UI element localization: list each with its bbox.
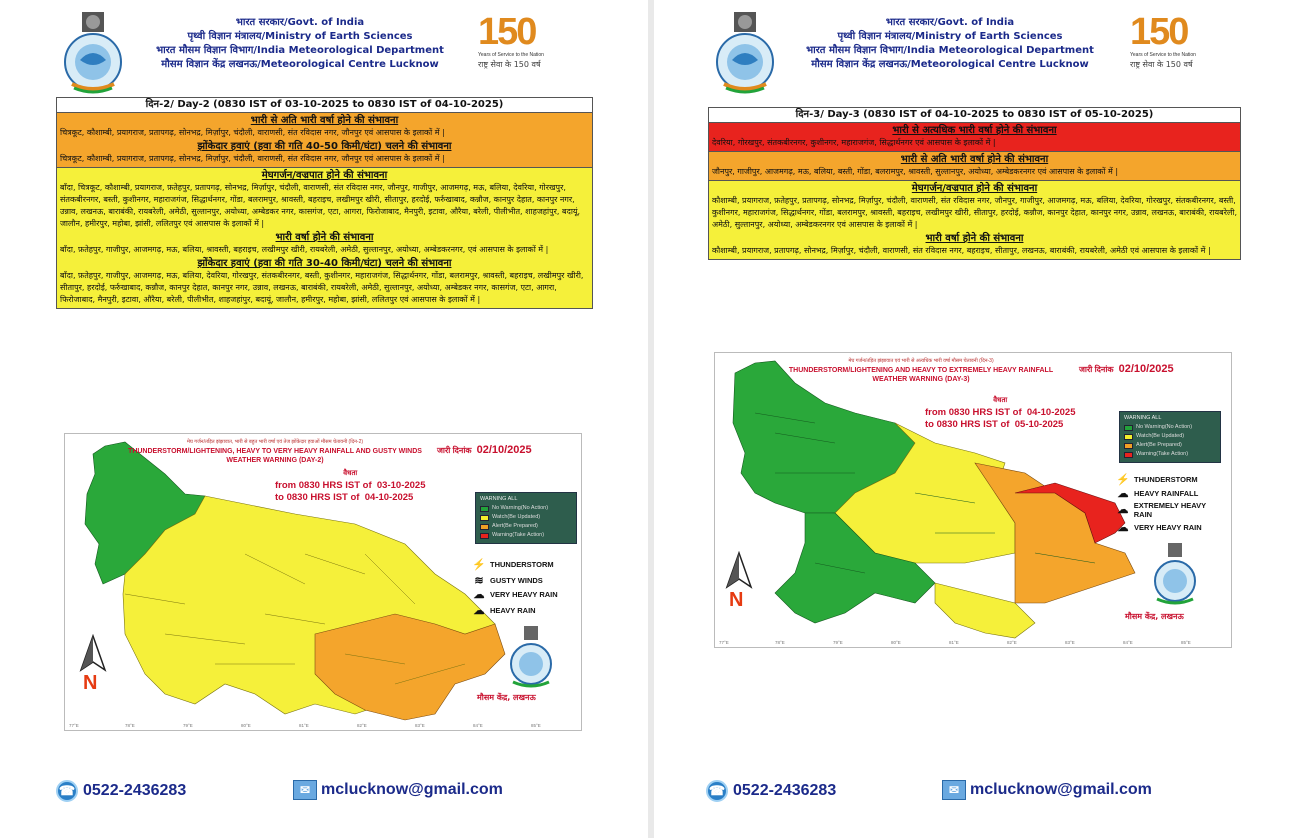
lightning-icon: ⚡: [1116, 474, 1130, 486]
validity-to-date: 04-10-2025: [364, 492, 414, 503]
issue-label: जारी दिनांक: [437, 446, 472, 455]
day2-gusty-heading: झोंकेदार हवाएं (हवा की गति 40-50 किमी/घंटा) चलने की संभावना: [197, 141, 452, 152]
validity-to-date: 05-10-2025: [1014, 419, 1064, 430]
cloud-rain-icon: ☁: [1117, 488, 1129, 500]
centre-line: मौसम विज्ञान केंद्र लखनऊ/Meteorological Centre Lucknow: [161, 59, 439, 70]
day2-yellow-section: [57, 168, 592, 308]
page-header: [654, 6, 1300, 94]
legend-title: WARNING ALL: [1124, 415, 1162, 421]
150-years-logo: [1130, 12, 1240, 92]
day2-orange-section: [57, 113, 592, 168]
validity-from: from 0830 HRS IST of: [925, 407, 1022, 418]
very-heavy-rain-symbol: ☁ VERY HEAVY RAIN: [1115, 521, 1202, 534]
day3-extreme-rain-districts: देवरिया, गोरखपुर, संतकबीरनगर, कुशीनगर, महाराजगंज, सिद्धार्थनगर एवं आसपास के इलाकों में |: [712, 138, 996, 147]
legend-item: Watch(Be Updated): [1124, 432, 1216, 441]
header-text: [790, 16, 1110, 72]
department-line: भारत मौसम विज्ञान विभाग/India Meteorological Department: [806, 45, 1094, 56]
legend-item: Warning(Take Action): [480, 531, 572, 540]
email-contact[interactable]: [942, 780, 1152, 800]
day2-heavy-rain-districts: चित्रकूट, कौशाम्बी, प्रयागराज, प्रतापगढ़, सोनभद्र, मिर्ज़ापुर, चंदौली, वाराणसी, संत रविदास नगर, जौनपुर एवं आसपास के इलाकों में |: [60, 128, 445, 137]
day2-map-title-en: THUNDERSTORM/LIGHTENING, HEAVY TO VERY HEAVY RAINFALL AND GUSTY WINDS WEATHER WARNING (DAY-2): [128, 448, 422, 464]
cloud-icon: ☁: [1117, 522, 1129, 534]
north-label: N: [729, 589, 744, 611]
day2-thunder-heading: मेघगर्जन/वज्रपात होने की संभावना: [261, 170, 388, 181]
logo-hindi: राष्ट्र सेवा के 150 वर्ष: [478, 60, 541, 69]
day3-extreme-rain-heading: भारी से अत्यधिक भारी वर्षा होने की संभावना: [892, 125, 1057, 136]
day3-rain-districts: कौशाम्बी, प्रयागराज, प्रतापगढ़, सोनभद्र, मिर्ज़ापुर, चंदौली, वाराणसी, संत रविदास नगर, बहराइच, सीतापुर, लखनऊ, बाराबंकी, रायबरेली, अमेठी एवं आसपास के इलाकों में |: [712, 246, 1211, 255]
longitude-ticks: 77°E 78°E 79°E 80°E 81°E 82°E 83°E 84°E 85°E: [719, 640, 1191, 645]
legend-item: Warning(Take Action): [1124, 450, 1216, 459]
legend-item: Alert(Be Prepared): [480, 522, 572, 531]
north-label: N: [83, 672, 98, 694]
day3-validity: [925, 395, 1076, 431]
day3-heavy-rain-heading: भारी से अति भारी वर्षा होने की संभावना: [900, 154, 1049, 165]
legend-item: Alert(Be Prepared): [1124, 441, 1216, 450]
cloud-rain-icon: ☁: [473, 589, 485, 601]
day3-thunder-heading: मेघगर्जन/वज्रपात होने की संभावना: [911, 183, 1038, 194]
day2-wind-heading: झोंकेदार हवाएं (हवा की गति 30-40 किमी/घंटा) चलने की संभावना: [197, 258, 452, 269]
north-arrow: [75, 634, 115, 694]
day3-map-title-hindi: मेघ गर्जन/तड़ित झंझावात एवं भारी से अत्यधिक भारी वर्षा मौसम चेतावनी (दिन-3): [848, 358, 994, 364]
day3-yellow-section: [709, 181, 1240, 259]
day3-rain-heading: भारी वर्षा होने की संभावना: [925, 233, 1024, 244]
validity-label: वैधता: [993, 397, 1008, 404]
phone-contact[interactable]: [706, 780, 836, 802]
logo-number: 150: [1130, 11, 1188, 53]
email-contact[interactable]: [293, 780, 503, 800]
day3-warning-map: [714, 352, 1232, 648]
day2-bulletin-table: [56, 97, 593, 309]
gusty-winds-symbol: ≋ GUSTY WINDS: [471, 574, 543, 587]
legend-title: WARNING ALL: [480, 496, 518, 502]
day2-heavy-rain-heading: भारी से अति भारी वर्षा होने की संभावना: [250, 115, 399, 126]
office-label: मौसम केंद्र, लखनऊ: [1125, 612, 1184, 621]
logo-number: 150: [478, 11, 536, 53]
day2-title: दिन-2/ Day-2 (0830 IST of 03-10-2025 to 0830 IST of 04-10-2025): [57, 98, 592, 113]
issue-date-value: 02/10/2025: [476, 444, 532, 456]
day2-validity: [275, 468, 426, 504]
thunderstorm-symbol: ⚡ THUNDERSTORM: [1116, 474, 1198, 486]
govt-line: भारत सरकार/Govt. of India: [235, 17, 365, 28]
email-address: mclucknow@gmail.com: [970, 781, 1152, 798]
imd-small-emblem-icon: [1151, 543, 1199, 605]
day2-rain-districts: बाँदा, फ़तेहपुर, गाजीपुर, आजमगढ़, मऊ, बलिया, श्रावस्ती, बहराइच, लखीमपुर खीरी, रायबरेली, अमेठी, सुल्तानपुर, अयोध्या, अम्बेडकरनगर, एवं आसपास के इलाकों में |: [60, 245, 549, 254]
logo-hindi: राष्ट्र सेवा के 150 वर्ष: [1130, 60, 1193, 69]
day3-thunder-districts: कौशाम्बी, प्रयागराज, फ़तेहपुर, प्रतापगढ़, सोनभद्र, मिर्ज़ापुर, चंदौली, वाराणसी, संत रविदास नगर, जौनपुर, गाजीपुर, आजमगढ़, मऊ, बलिया, देवरिया, गोरखपुर, संतकबीरनगर, बस्ती, कुशीनगर, महाराजगंज, सिद्धार्थनगर, गोंडा, बलरामपुर, श्रावस्ती, बहराइच, लखीमपुर खीरी, सीतापुर, हरदोई, कन्नौज, कानपुर देहात, कानपुर नगर, उन्नाव, लखनऊ, बाराबंकी, रायबरेली, अमेठी, सुल्तानपुर, अयोध्या, अम्बेडकरनगर एवं आसपास के इलाकों में |: [712, 196, 1238, 229]
email-address: mclucknow@gmail.com: [321, 781, 503, 798]
day3-red-section: [709, 123, 1240, 152]
page-header: [0, 6, 648, 94]
day3-bulletin-table: [708, 107, 1241, 260]
page-footer: [0, 780, 648, 816]
phone-icon: ☎: [706, 780, 728, 802]
day3-issue-date: [1079, 363, 1174, 375]
validity-to: to 0830 HRS IST of: [925, 419, 1010, 430]
email-icon: ✉: [293, 780, 317, 800]
issue-label: जारी दिनांक: [1079, 365, 1114, 374]
cloud-storm-icon: ☁: [1117, 503, 1129, 516]
day3-legend: [1119, 411, 1221, 463]
imd-emblem-icon: [714, 10, 776, 94]
validity-label: वैधता: [343, 470, 358, 477]
very-heavy-rain-symbol: ☁ VERY HEAVY RAIN: [471, 588, 558, 601]
validity-from-date: 04-10-2025: [1026, 407, 1076, 418]
day2-gusty-districts: चित्रकूट, कौशाम्बी, प्रयागराज, प्रतापगढ़, सोनभद्र, मिर्ज़ापुर, चंदौली, वाराणसी, संत रविदास नगर, जौनपुर एवं आसपास के इलाकों में |: [60, 154, 445, 163]
day3-title: दिन-3/ Day-3 (0830 IST of 04-10-2025 to 0830 IST of 05-10-2025): [709, 108, 1240, 123]
day2-map-title: [125, 438, 425, 465]
heavy-rainfall-symbol: ☁ HEAVY RAINFALL: [1115, 487, 1198, 500]
validity-from-date: 03-10-2025: [376, 480, 426, 491]
150-years-logo: [478, 12, 588, 92]
day2-rain-heading: भारी वर्षा होने की संभावना: [275, 232, 374, 243]
cloud-icon: ☁: [473, 605, 485, 617]
north-arrow-icon: [75, 634, 115, 674]
day2-thunder-districts: बाँदा, चित्रकूट, कौशाम्बी, प्रयागराज, फ़तेहपुर, प्रतापगढ़, सोनभद्र, मिर्ज़ापुर, चंदौली, वाराणसी, संत रविदास नगर, जौनपुर, गाजीपुर, आजमगढ़, मऊ, बलिया, देवरिया, गोरखपुर, संतकबीरनगर, बस्ती, कुशीनगर, महाराजगंज, सिद्धार्थनगर, गोंडा, बलरामपुर, श्रावस्ती, बहराइच, लखीमपुर खीरी, सीतापुर, हरदोई, फर्रुखाबाद, कन्नौज, कानपुर देहात, कानपुर नगर, उन्नाव, लखनऊ, बाराबंकी, रायबरेली, अमेठी, सुल्तानपुर, अयोध्या, अम्बेडकर नगर, कासगंज, एटा, आगरा, फिरोजाबाद, मैनपुरी, इटावा, औरैया, बरेली, पीलीभीत, शाहजहांपुर, बदायूं, जालौन, हमीरपुर, महोबा, झांसी, ललितपुर एवं आसपास के इलाकों में |: [60, 183, 581, 228]
bulletin-page-day2: [0, 0, 648, 838]
phone-contact[interactable]: [56, 780, 186, 802]
day2-legend: [475, 492, 577, 544]
bulletin-page-day3: [654, 0, 1300, 838]
legend-item: No Warning(No Action): [480, 504, 572, 513]
day3-heavy-rain-districts: जौनपुर, गाजीपुर, आजमगढ़, मऊ, बलिया, बस्ती, गोंडा, बलरामपुर, श्रावस्ती, सुल्तानपुर, अयोध्या, अम्बेडकरनगर एवं आसपास के इलाकों में |: [712, 167, 1119, 176]
imd-emblem-icon: [62, 10, 124, 94]
day3-map-title: [771, 357, 1071, 384]
validity-to: to 0830 HRS IST of: [275, 492, 360, 503]
day3-map-title-en: THUNDERSTORM/LIGHTENING AND HEAVY TO EXTREMELY HEAVY RAINFALL WEATHER WARNING (DAY-3): [788, 367, 1054, 383]
north-arrow-icon: [721, 551, 761, 591]
phone-number: 0522-2436283: [733, 782, 837, 799]
logo-tagline: Years of Service to the Nation: [1130, 52, 1196, 58]
page-footer: [654, 780, 1300, 816]
day3-orange-section: [709, 152, 1240, 181]
wind-icon: ≋: [474, 575, 484, 587]
centre-line: मौसम विज्ञान केंद्र लखनऊ/Meteorological Centre Lucknow: [811, 59, 1089, 70]
day2-wind-districts: बाँदा, फ़तेहपुर, गाजीपुर, आजमगढ़, मऊ, बलिया, देवरिया, गोरखपुर, संतकबीरनगर, बस्ती, कुशीनगर, महाराजगंज, सिद्धार्थनगर, गोंडा, बलरामपुर, श्रावस्ती, बहराइच, लखीमपुर खीरी, सीतापुर, हरदोई, फर्रुखाबाद, कन्नौज, कानपुर देहात, कानपुर नगर, उन्नाव, लखनऊ, बाराबंकी, रायबरेली, अमेठी, सुल्तानपुर, अयोध्या, अम्बेडकर नगर, कासगंज, एटा, आगरा, फिरोजाबाद, मैनपुरी, इटावा, औरैया, बरेली, पीलीभीत, शाहजहांपुर, बदायूं, जालौन, हमीरपुर, महोबा, झांसी, ललितपुर एवं आसपास के इलाकों में |: [60, 271, 584, 304]
imd-small-emblem-icon: [507, 626, 555, 688]
phone-icon: ☎: [56, 780, 78, 802]
email-icon: ✉: [942, 780, 966, 800]
legend-item: Watch(Be Updated): [480, 513, 572, 522]
logo-tagline: Years of Service to the Nation: [478, 52, 544, 58]
department-line: भारत मौसम विज्ञान विभाग/India Meteorological Department: [156, 45, 444, 56]
heavy-rain-symbol: ☁ HEAVY RAIN: [471, 604, 536, 617]
ministry-line: पृथ्वी विज्ञान मंत्रालय/Ministry of Earth Sciences: [837, 31, 1063, 42]
ministry-line: पृथ्वी विज्ञान मंत्रालय/Ministry of Earth Sciences: [187, 31, 413, 42]
north-arrow: [721, 551, 761, 611]
office-label: मौसम केंद्र, लखनऊ: [477, 693, 536, 702]
header-text: [140, 16, 460, 72]
day2-map-title-hindi: मेघ गर्जन/तड़ित झंझावात, भारी से बहुत भारी वर्षा एवं तेज झोंकेदार हवाओं मौसम चेतावनी (दिन-2): [186, 439, 364, 445]
govt-line: भारत सरकार/Govt. of India: [885, 17, 1015, 28]
phone-number: 0522-2436283: [83, 782, 187, 799]
lightning-icon: ⚡: [472, 559, 486, 571]
day2-issue-date: [437, 444, 532, 456]
validity-from: from 0830 HRS IST of: [275, 480, 372, 491]
day2-warning-map: [64, 433, 582, 731]
extremely-heavy-rain-symbol: ☁ EXTREMELY HEAVY RAIN: [1115, 501, 1225, 519]
longitude-ticks: 77°E 78°E 79°E 80°E 81°E 82°E 83°E 84°E 85°E: [69, 723, 541, 728]
thunderstorm-symbol: ⚡ THUNDERSTORM: [472, 559, 554, 571]
issue-date-value: 02/10/2025: [1118, 363, 1174, 375]
legend-item: No Warning(No Action): [1124, 423, 1216, 432]
